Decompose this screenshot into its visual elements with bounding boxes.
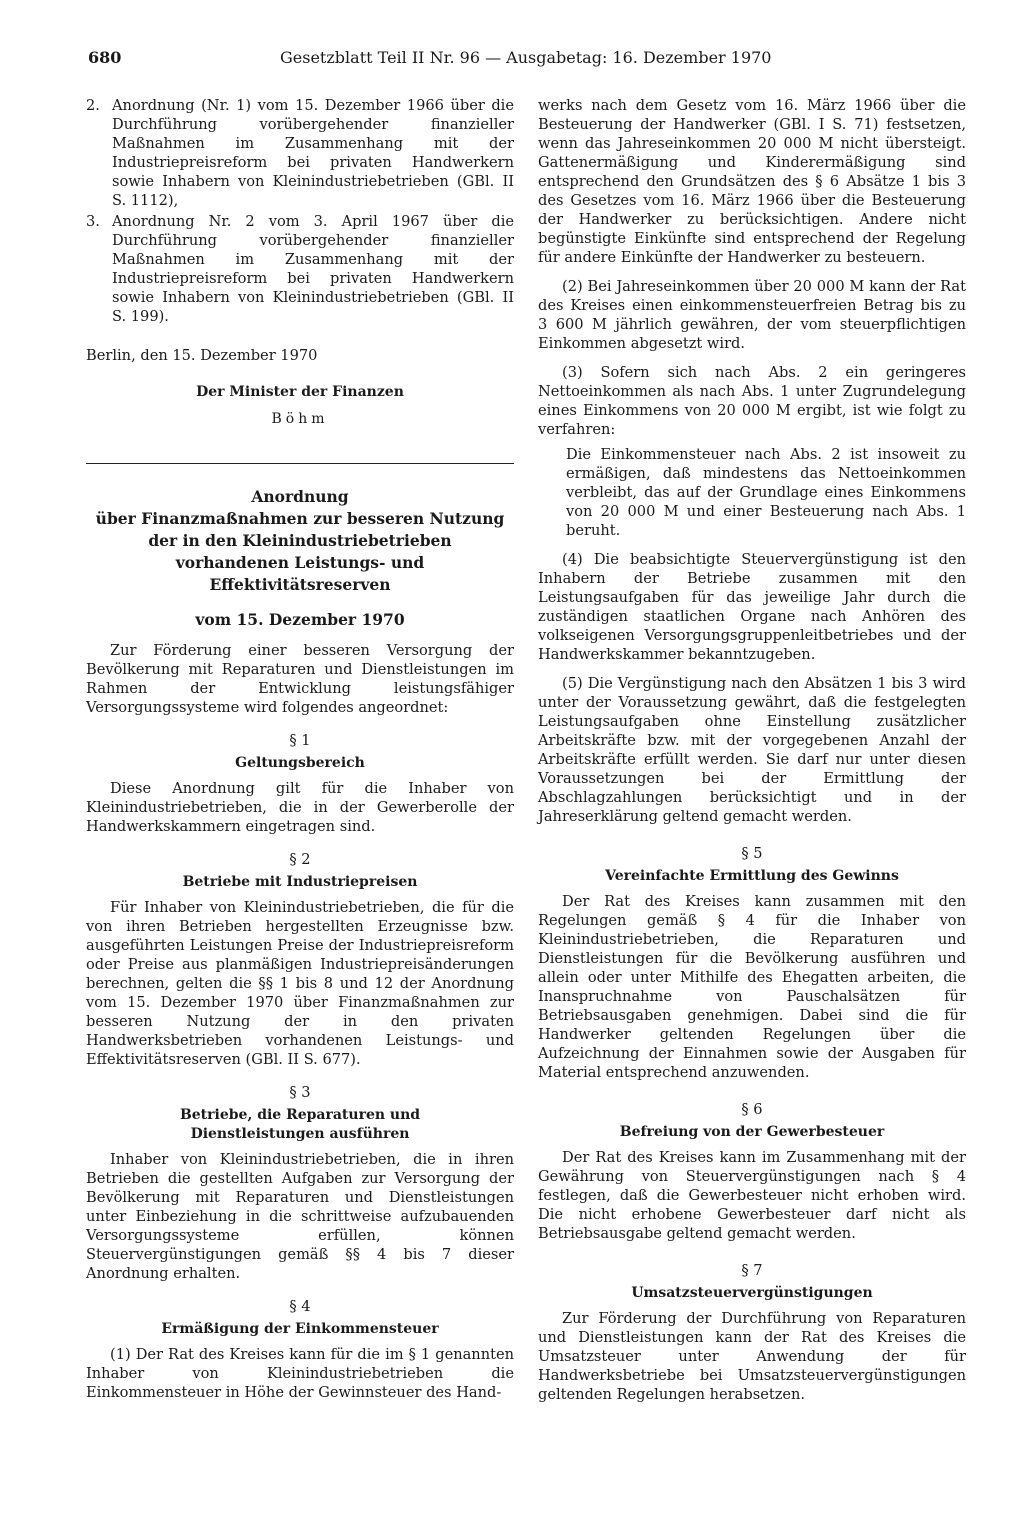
left-column [86,96,514,1402]
running-title: Gesetzblatt Teil II Nr. 96 — Ausgabetag: 16. Dezember 1970 [280,48,772,67]
ordinance-title-line: über Finanzmaßnahmen zur besseren Nutzung [95,509,505,528]
ordinance-date: vom 15. Dezember 1970 [195,610,405,629]
section-title-5: Vereinfachte Ermittlung des Gewinns [605,868,899,884]
section-number-3: § 3 [289,1084,311,1101]
section-4-paragraph-3-rule: Die Einkommensteuer nach Abs. 2 ist insoweit zu ermäßigen, daß mindestens das Nettoeinkommen verbleibt, das auf der Grundlage eines Einkommens von 20 000 M und einer Besteuerung nach Abs. 1 beruht. [566,446,966,539]
list-item-number: 3. [86,213,100,230]
section-title-3a: Betriebe, die Reparaturen und [179,1107,421,1123]
section-number-1: § 1 [289,732,311,749]
section-4-paragraph-4: (4) Die beabsichtigte Steuervergünstigung ist den Inhabern der Betriebe zusammen mit den Leistungsaufgaben für das jeweilige Jahr durch die zuständigen staatlichen Organe nach Anhören des volkseigenen Versorgungsgruppenleitbetriebes und der Handwerkskammer bekanntzugeben. [538,551,966,663]
list-item-text: Anordnung (Nr. 1) vom 15. Dezember 1966 über die Durchführung vorübergehender finanzieller Maßnahmen im Zusammenhang mit der Industriepreisreform bei privaten Handwerkern sowie Inhabern von Kleinindustriebetrieben (GBl. II S. 1112), [112,97,514,209]
section-number-5: § 5 [741,845,763,862]
section-4-paragraph-1-start: (1) Der Rat des Kreises kann für die im § 1 genannten Inhaber von Kleinindustriebetrieben die Einkommensteuer in Höhe der Gewinnsteuer des Hand- [86,1346,514,1401]
section-title-7: Umsatzsteuervergünstigungen [631,1285,873,1301]
ordinance-title-line: vorhandenen Leistungs- und Effektivitätsreserven [175,553,425,594]
list-item-number: 2. [86,97,100,114]
page-header [88,48,948,70]
section-number-4: § 4 [289,1298,311,1315]
section-4-paragraph-3: (3) Sofern sich nach Abs. 2 ein geringeres Nettoeinkommen als nach Abs. 1 unter Zugrundelegung eines Einkommens von 20 000 M ergibt, ist wie folgt zu verfahren: [538,364,966,438]
ordinance-title-line: der in den Kleinindustriebetrieben [148,531,452,550]
list-item-text: Anordnung Nr. 2 vom 3. April 1967 über die Durchführung vorübergehender finanzieller Maßnahmen im Zusammenhang mit der Industriepreisreform bei privaten Handwerkern sowie Inhabern von Kleinindustriebetrieben (GBl. II S. 199). [112,213,514,325]
section-title-6: Befreiung von der Gewerbesteuer [619,1124,885,1140]
section-text-1: Diese Anordnung gilt für die Inhaber von Kleinindustriebetrieben, die in der Gewerberolle der Handwerkskammern eingetragen sind. [86,780,514,835]
minister-title: Der Minister der Finanzen [196,384,404,400]
section-title-1: Geltungsbereich [235,755,365,771]
section-divider [86,463,514,464]
section-text-3: Inhaber von Kleinindustriebetrieben, die in ihren Betrieben die gestellten Aufgaben zur Versorgung der Bevölkerung mit Reparaturen und Dienstleistungen unter Einbeziehung in die schrittweise aufzubauenden Versorgungssysteme erfüllen, können Steuervergünstigungen gemäß §§ 4 bis 7 dieser Anordnung erhalten. [86,1151,514,1282]
section-title-2: Betriebe mit Industriepreisen [182,874,418,890]
ordinance-title [86,486,514,596]
section-number-7: § 7 [741,1262,763,1279]
preamble: Zur Förderung einer besseren Versorgung der Bevölkerung mit Reparaturen und Dienstleistungen im Rahmen der Entwicklung leistungsfähiger Versorgungssysteme wird folgendes angeordnet: [86,642,514,716]
ordinance-title-line: Anordnung [251,487,349,506]
section-title-4: Ermäßigung der Einkommensteuer [161,1321,439,1337]
list-item [86,212,514,326]
section-text-7: Zur Förderung der Durchführung von Reparaturen und Dienstleistungen kann der Rat des Kreises die Umsatzsteuer unter Anwendung der für Handwerksbetriebe bei Umsatzsteuervergünstigungen geltenden Regelungen herabsetzen. [538,1310,966,1403]
right-column [538,96,966,1404]
section-text-6: Der Rat des Kreises kann im Zusammenhang mit der Gewährung von Steuervergünstigungen nach § 4 festlegen, daß die Gewerbesteuer nicht erhoben wird. Die nicht erhobene Gewerbesteuer darf nicht als Betriebsausgabe geltend gemacht werden. [538,1149,966,1242]
place-date: Berlin, den 15. Dezember 1970 [86,347,318,364]
section-4-paragraph-5: (5) Die Vergünstigung nach den Absätzen 1 bis 3 wird unter der Voraussetzung gewährt, daß die festgelegten Leistungsaufgaben ohne Einstellung zusätzlicher Arbeitskräfte bzw. mit der vorgegebenen Anzahl der Arbeitskräfte erfüllt werden. Sie darf nur unter diesen Voraussetzungen bei der Ermittlung der Abschlagzahlungen berücksichtigt und in der Jahreserklärung geltend gemacht werden. [538,675,966,825]
section-text-2: Für Inhaber von Kleinindustriebetrieben, die für die von ihren Betrieben hergestellten Erzeugnisse bzw. ausgeführten Leistungen Preise der Industriepreisreform oder Preise aus planmäßigen Industriepreisänderungen berechnen, gelten die §§ 1 bis 8 und 12 der Anordnung vom 15. Dezember 1970 über Finanzmaßnahmen zur besseren Nutzung der in den privaten Handwerksbetrieben vorhandenen Leistungs- und Effektivitätsreserven (GBl. II S. 677). [86,899,514,1068]
page-number: 680 [88,48,122,67]
section-4-paragraph-1-continued: werks nach dem Gesetz vom 16. März 1966 über die Besteuerung der Handwerker (GBl. I S. 71) festsetzen, wenn das Jahreseinkommen 20 000 M nicht übersteigt. Gattenermäßigung und Kinderermäßigung sind entsprechend den Grundsätzen des § 6 Absätze 1 bis 3 des Gesetzes vom 16. März 1966 über die Besteuerung der Handwerker zu berücksichtigen. Andere nicht begünstigte Einkünfte sind entsprechend der Regelung für andere Einkünfte der Handwerker zu besteuern. [538,97,966,266]
section-title-3b: Dienstleistungen ausführen [190,1126,410,1142]
list-item [86,96,514,210]
section-4-paragraph-2: (2) Bei Jahreseinkommen über 20 000 M kann der Rat des Kreises einen einkommensteuerfreien Betrag bis zu 3 600 M jährlich gewähren, der vom steuerpflichtigen Einkommen abgesetzt wird. [538,278,966,352]
section-number-6: § 6 [741,1101,763,1118]
signer-name: Böhm [271,411,329,427]
section-text-5: Der Rat des Kreises kann zusammen mit den Regelungen gemäß § 4 für die Inhaber von Kleinindustriebetrieben, die Reparaturen und Dienstleistungen für die Bevölkerung ausführen und allein oder unter Mithilfe des Ehegatten arbeiten, die Inanspruchnahme von Pauschalsätzen für Betriebsausgaben genehmigen. Dabei sind die für Handwerker geltenden Regelungen über die Aufzeichnung der Einnahmen sowie der Ausgaben für Material entsprechend anzuwenden. [538,893,966,1081]
section-number-2: § 2 [289,851,311,868]
